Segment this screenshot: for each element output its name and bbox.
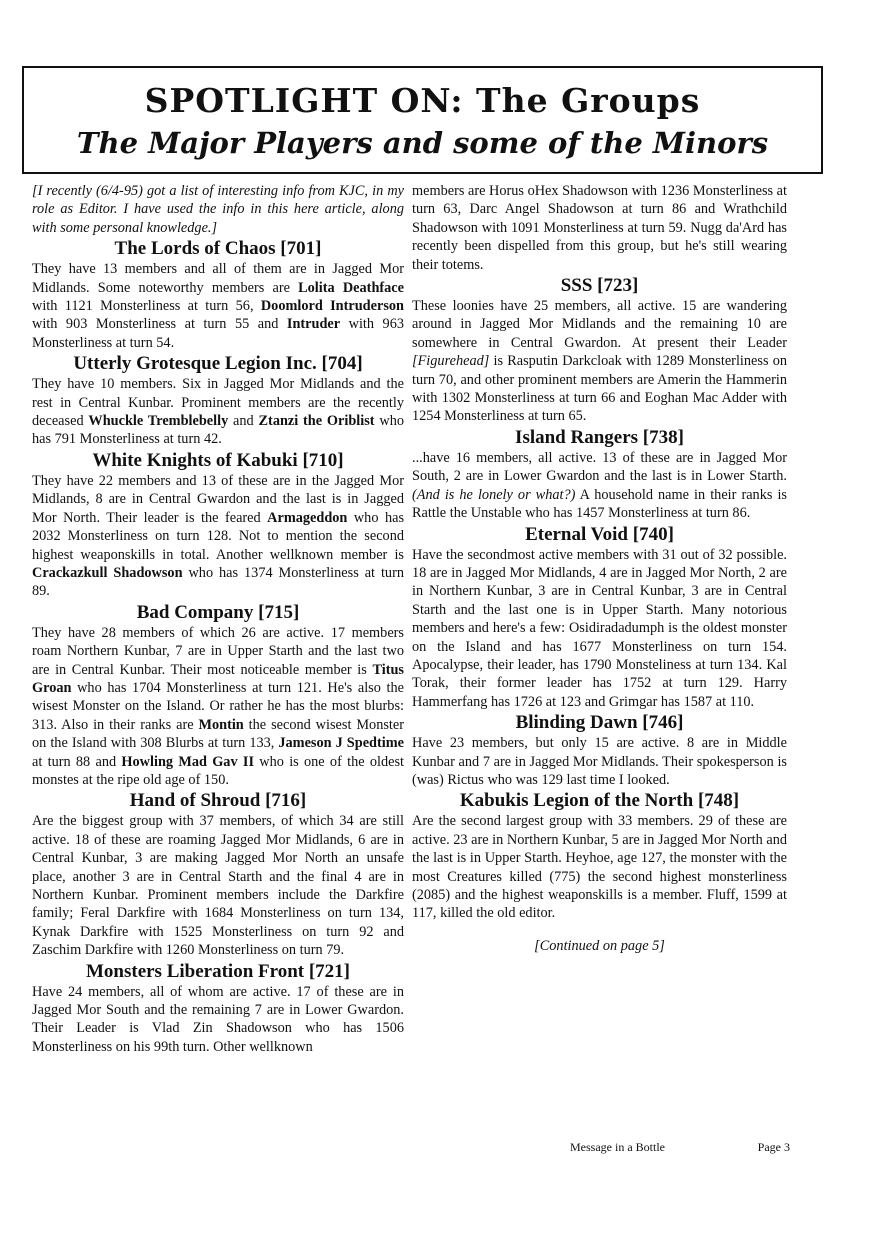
editor-intro: [I recently (6/4-95) got a list of interesting info from KJC, in my role as Editor. I have used the info in this here article, along with some personal knowledge.] <box>32 183 404 236</box>
heading-white-knights: White Knights of Kabuki [710] <box>92 449 344 471</box>
paragraph-kabukis-legion: Are the second largest group with 33 members. 29 of these are active. 23 are in Northern Kunbar, 5 are in Jagged Mor North and the last is in Upper Starth. Heyhoe, age 127, the monster with the most Creatures killed (775) the second highest monsterliness (2085) and the highest weaponskills is a member. Fluff, 1599 at 117, killed the old editor. <box>412 813 787 922</box>
paragraph-sss: These loonies have 25 members, all active. 15 are wandering around in Jagged Mor Midlands and the remaining 10 are somewhere in Central Gwardon. At present their Leader [Figurehead] is Rasputin Darkcloak with 1289 Monsterliness on turn 70, and other prominent members are Amerin the Hammerin with 1302 Monsterliness at turn 66 and Eoghan Mac Adder with 1254 Monsterliness at turn 65. <box>412 298 787 425</box>
paragraph-lords-of-chaos: They have 13 members and all of them are in Jagged Mor Midlands. Some noteworthy members are Lolita Deathface with 1121 Monsterliness at turn 56, Doomlord Intruderson with 903 Monsterliness at turn 55 and Intruder with 963 Monsterliness at turn 54. <box>32 261 404 351</box>
article-banner <box>22 66 823 174</box>
page-footer <box>570 1140 790 1155</box>
paragraph-white-knights: They have 22 members and 13 of these are in the Jagged Mor Midlands, 8 are in Central Gwardon and the last is in Jagged Mor North. Their leader is the feared Armageddon who has 2032 Monsterliness on turn 128. Not to mention the second highest weaponskills in total. Another wellknown member is Crackazkull Shadowson who has 1374 Monsterliness at turn 89. <box>32 472 405 600</box>
heading-lords-of-chaos: The Lords of Chaos [701] <box>114 238 322 260</box>
heading-monsters-liberation-front: Monsters Liberation Front [721] <box>85 960 351 982</box>
paragraph-monsters-liberation-front-part2: members are Horus oHex Shadowson with 1236 Monsterliness at turn 63, Darc Angel Shadowson at turn 86 and Wrathchild Shadowson with 1091 Monsterliness at turn 59. Nugg da'Ard has recently been dispelled from this group, but he's still wearing their totems. <box>412 183 787 273</box>
continued-note: [Continued on page 5] <box>534 937 665 954</box>
heading-bad-company: Bad Company [715] <box>136 601 300 623</box>
paragraph-island-rangers: ...have 16 members, all active. 13 of these are in Jagged Mor South, 2 are in Lower Gwardon and the last is in Lower Starth. (And is he lonely or what?) A household name in their ranks is Rattle the Unstable who has 1457 Monsterliness at turn 86. <box>412 449 787 522</box>
right-column <box>412 182 787 955</box>
heading-eternal-void: Eternal Void [740] <box>525 523 674 545</box>
heading-blinding-dawn: Blinding Dawn [746] <box>515 712 684 734</box>
heading-sss: SSS [723] <box>560 275 639 297</box>
banner-title: SPOTLIGHT ON: The Groups <box>144 81 701 120</box>
heading-utterly-grotesque: Utterly Grotesque Legion Inc. [704] <box>73 353 363 375</box>
publication-name: Message in a Bottle <box>570 1140 665 1154</box>
paragraph-eternal-void: Have the secondmost active members with 31 out of 32 possible. 18 are in Jagged Mor Midlands, 4 are in Jagged Mor North, 2 are in Northern Kunbar, 3 are in Central Kunbar, 3 are in Central Starth and the last one is in Upper Starth. Many notorious members and here's a few: Osidiradadumph is the oldest monster on the Island and has 1677 Monsterliness on turn 154. Apocalypse, their leader, has 1790 Monsteliness at turn 134. Kal Torak, their former leader has 1752 at turn 129. Harry Hammerfang has 1726 at 123 and Grimgar has 1587 at 110. <box>412 546 787 710</box>
page-number: Page 3 <box>757 1140 790 1154</box>
heading-island-rangers: Island Rangers [738] <box>515 426 684 448</box>
left-column <box>32 182 404 1056</box>
heading-kabukis-legion: Kabukis Legion of the North [748] <box>459 790 740 812</box>
banner-subtitle: The Major Players and some of the Minors <box>76 126 769 160</box>
paragraph-hand-of-shroud: Are the biggest group with 37 members, of which 34 are still active. 18 of these are roaming Jagged Mor Midlands, 6 are in Central Kunbar, 3 are making Jagged Mor North an unsafe place, another 3 are in Central Starth and the final 4 are in Northern Kunbar. Prominent members include the Darkfire family; Feral Darkfire with 1684 Monsterliness on turn 134, Kynak Darkfire with 1525 Monsterliness on turn 92 and Zaschim Darkfire with 1260 Monsterliness on turn 79. <box>32 813 404 959</box>
paragraph-utterly-grotesque: They have 10 members. Six in Jagged Mor Midlands and the rest in Central Kunbar. Prominent members are the recently deceased Whuckle Tremblebelly and Ztanzi the Oriblist who has 791 Monsterliness at turn 42. <box>32 376 404 448</box>
paragraph-monsters-liberation-front-part1: Have 24 members, all of whom are active. 17 of these are in Jagged Mor South and the remaining 7 are in Lower Gwardon. Their Leader is Vlad Zin Shadowson who has 1506 Monsterliness on his 99th turn. Other wellknown <box>32 983 404 1055</box>
paragraph-blinding-dawn: Have 23 members, but only 15 are active. 8 are in Middle Kunbar and 7 are in Jagged Mor Midlands. Their spokesperson is (was) Rictus who was 129 last time I looked. <box>412 735 787 788</box>
heading-hand-of-shroud: Hand of Shroud [716] <box>129 790 307 812</box>
paragraph-bad-company: They have 28 members of which 26 are active. 17 members roam Northern Kunbar, 7 are in Upper Starth and the last two are in Central Kunbar. Their most noticeable member is Titus Groan who has 1704 Monsterliness at turn 121. He's also the wisest Monster on the Island. Or rather he has the most blurbs: 313. Also in their ranks are Montin the second wisest Monster on the Island with 308 Blurbs at turn 133, Jameson J Spedtime at turn 88 and Howling Mad Gav II who is one of the oldest monstes at the ripe old age of 150. <box>32 624 404 788</box>
